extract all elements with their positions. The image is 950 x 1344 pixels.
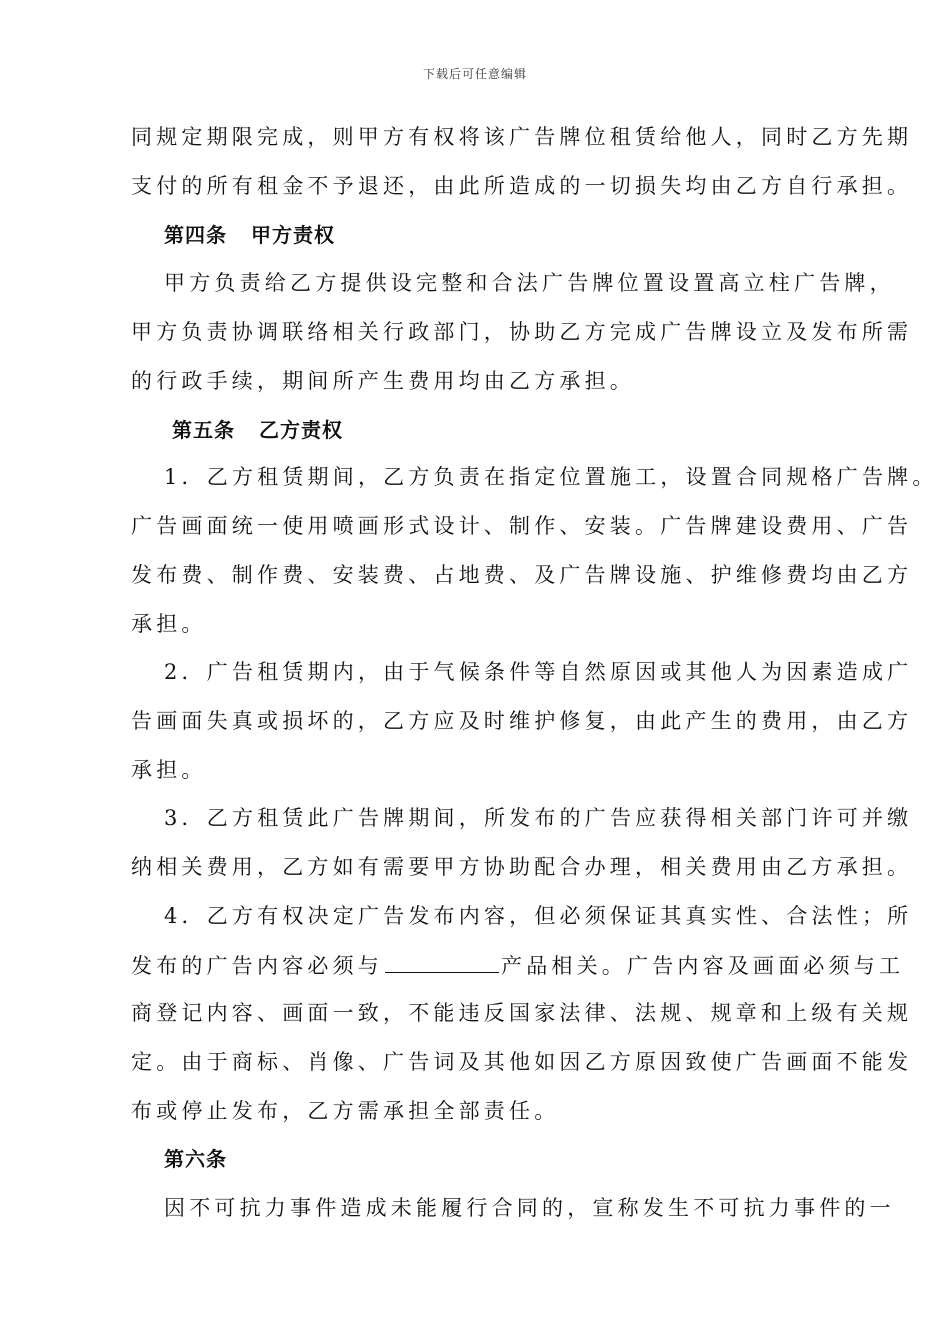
body-line: 告画面失真或损坏的，乙方应及时维护修复，由此产生的费用，由乙方 <box>131 709 913 733</box>
body-line: 广告画面统一使用喷画形式设计、制作、安装。广告牌建设费用、广告 <box>131 514 913 538</box>
body-line: 4．乙方有权决定广告发布内容，但必须保证其真实性、合法性；所 <box>164 904 913 928</box>
body-line: 承担。 <box>131 758 207 782</box>
body-line: 承担。 <box>131 612 207 636</box>
body-line: 甲方负责给乙方提供设完整和合法广告牌位置设置高立柱广告牌， <box>164 271 895 295</box>
body-line: 布或停止发布，乙方需承担全部责任。 <box>131 1099 560 1123</box>
body-line: 3．乙方租赁此广告牌期间，所发布的广告应获得相关部门许可并缴 <box>164 806 913 830</box>
body-line: 同规定期限完成，则甲方有权将该广告牌位租赁给他人，同时乙方先期 <box>131 125 913 149</box>
article-title: 甲方责权 <box>251 223 335 247</box>
body-text: 发布的广告内容必须与 <box>131 954 383 978</box>
article-heading <box>164 221 335 249</box>
article-number: 第六条 <box>164 1147 227 1171</box>
body-line: 支付的所有租金不予退还，由此所造成的一切损失均由乙方自行承担。 <box>131 174 913 198</box>
body-line: 2．广告租赁期内，由于气候条件等自然原因或其他人为因素造成广 <box>164 660 913 684</box>
body-line: 的行政手续，期间所产生费用均由乙方承担。 <box>131 369 635 393</box>
body-line: 发布费、制作费、安装费、占地费、及广告牌设施、护维修费均由乙方 <box>131 563 913 587</box>
body-line <box>131 950 904 980</box>
body-line: 1．乙方租赁期间，乙方负责在指定位置施工，设置合同规格广告牌。 <box>164 465 938 489</box>
article-heading <box>164 1145 227 1173</box>
article-title: 乙方责权 <box>259 418 343 442</box>
article-heading <box>172 416 343 444</box>
body-line: 商登记内容、画面一致，不能违反国家法律、法规、规章和上级有关规 <box>131 1001 913 1025</box>
body-text: 产品相关。广告内容及画面必须与工 <box>501 954 905 978</box>
fill-in-blank <box>385 950 499 973</box>
body-line: 因不可抗力事件造成未能履行合同的，宣称发生不可抗力事件的一 <box>164 1196 895 1220</box>
body-line: 甲方负责协调联络相关行政部门，协助乙方完成广告牌设立及发布所需 <box>131 320 913 344</box>
page-header: 下载后可任意编辑 <box>422 67 527 81</box>
body-line: 定。由于商标、肖像、广告词及其他如因乙方原因致使广告画面不能发 <box>131 1050 913 1074</box>
article-number: 第五条 <box>172 418 235 442</box>
body-line: 纳相关费用，乙方如有需要甲方协助配合办理，相关费用由乙方承担。 <box>131 855 913 879</box>
article-number: 第四条 <box>164 223 227 247</box>
